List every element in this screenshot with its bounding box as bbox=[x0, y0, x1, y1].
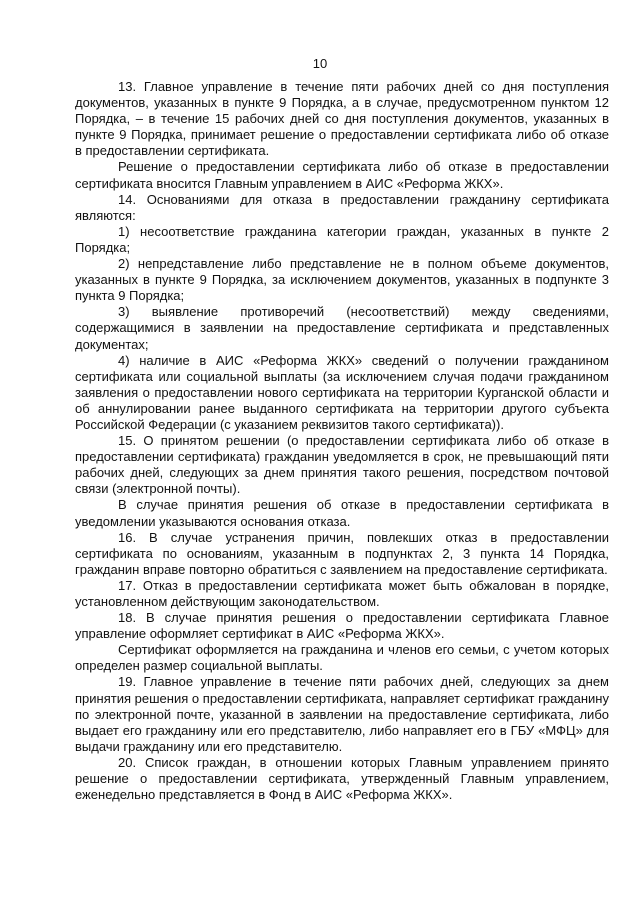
paragraph-15-refusal: В случае принятия решения об отказе в предоставлении сертификата в уведомлении указываются основания отказа. bbox=[75, 497, 609, 529]
document-body bbox=[75, 79, 609, 803]
paragraph-20: 20. Список граждан, в отношении которых Главным управлением принято решение о предоставлении сертификата, утвержденный Главным управлением, еженедельно представляется в Фонд в АИС «Реформа ЖКХ». bbox=[75, 754, 609, 803]
paragraph-14: 14. Основаниями для отказа в предоставлении гражданину сертификата являются: bbox=[75, 191, 609, 223]
paragraph-15: 15. О принятом решении (о предоставлении сертификата либо об отказе в предоставлении сертификата) гражданин уведомляется в срок, не превышающий пяти рабочих дней, следующих за днем принятия такого решения, посредством почтовой связи (электронной почты). bbox=[75, 433, 609, 497]
paragraph-14-item-4: 4) наличие в АИС «Реформа ЖКХ» сведений о получении гражданином сертификата или социальной выплаты (за исключением случая подачи гражданином заявления о предоставлении нового сертификата на территории Курганской области и об аннулировании ранее выданного сертификата на территории другого субъекта Российской Федерации (с указанием реквизитов такого сертификата)). bbox=[75, 352, 609, 432]
paragraph-18-certificate: Сертификат оформляется на гражданина и членов его семьи, с учетом которых определен размер социальной выплаты. bbox=[75, 642, 609, 674]
paragraph-14-item-2: 2) непредставление либо представление не в полном объеме документов, указанных в пункте 9 Порядка, за исключением документов, указанных в подпункте 3 пункта 9 Порядка; bbox=[75, 256, 609, 304]
paragraph-14-item-1: 1) несоответствие гражданина категории граждан, указанных в пункте 2 Порядка; bbox=[75, 223, 609, 255]
page-number: 10 bbox=[312, 56, 328, 71]
paragraph-13: 13. Главное управление в течение пяти рабочих дней со дня поступления документов, указанных в пункте 9 Порядка, а в случае, предусмотренном пунктом 12 Порядка, – в течение 15 рабочих дней со дня поступления документов, указанных в пункте 9 Порядка, принимает решение о предоставлении сертификата либо об отказе в предоставлении сертификата. bbox=[75, 79, 609, 159]
paragraph-16: 16. В случае устранения причин, повлекших отказ в предоставлении сертификата по основаниям, указанным в подпунктах 2, 3 пункта 14 Порядка, гражданин вправе повторно обратиться с заявлением на предоставление сертификата. bbox=[75, 529, 609, 577]
paragraph-14-item-3: 3) выявление противоречий (несоответствий) между сведениями, содержащимися в заявлении на предоставление сертификата и представленных документах; bbox=[75, 304, 609, 352]
paragraph-17: 17. Отказ в предоставлении сертификата может быть обжалован в порядке, установленном действующим законодательством. bbox=[75, 577, 609, 609]
paragraph-18: 18. В случае принятия решения о предоставлении сертификата Главное управление оформляет сертификат в АИС «Реформа ЖКХ». bbox=[75, 610, 609, 642]
paragraph-19: 19. Главное управление в течение пяти рабочих дней, следующих за днем принятия решения о предоставлении сертификата, направляет сертификат гражданину по электронной почте, указанной в заявлении на предоставление сертификата, либо выдает его гражданину или его представителю, либо направляет его в ГБУ «МФЦ» для выдачи гражданину или его представителю. bbox=[75, 674, 609, 754]
paragraph-13-decision: Решение о предоставлении сертификата либо об отказе в предоставлении сертификата вносится Главным управлением в АИС «Реформа ЖКХ». bbox=[75, 159, 609, 191]
